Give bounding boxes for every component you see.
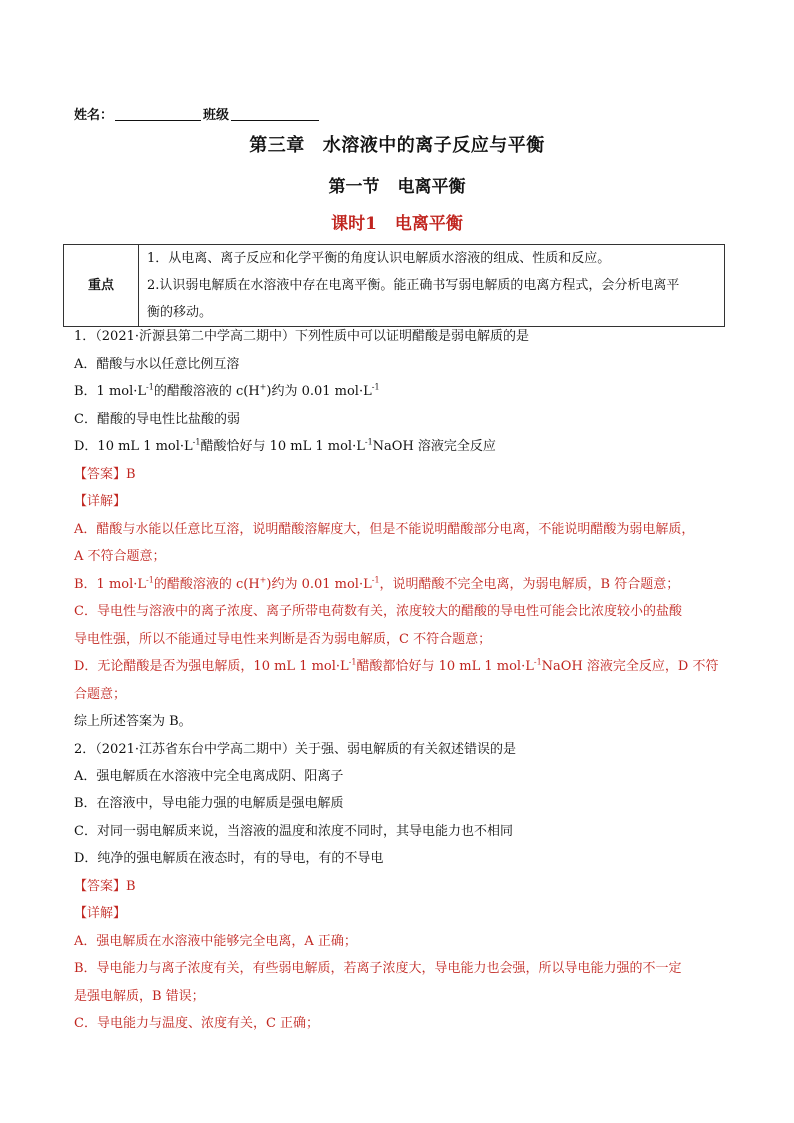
q2-answer: 【答案】B <box>74 879 136 894</box>
q2-option-b: B．在溶液中，导电能力强的电解质是强电解质 <box>74 796 344 811</box>
lesson-name: 电离平衡 <box>394 214 463 234</box>
q1-detail-label: 【详解】 <box>74 494 127 509</box>
q1-option-b: B．1 $mol\cdot L^{-1}$的醋酸溶液的 c(H+)约为 0.01 $mol\cdot L^{-1}$ <box>74 382 380 399</box>
q2-exp-b-line1: B．导电能力与离子浓度有关，有些弱电解质，若离子浓度大，导电能力也会强，所以导电能力强的不一定 <box>74 961 682 976</box>
chapter-number: 第三章 <box>249 135 305 156</box>
q1-answer: 【答案】B <box>74 467 136 482</box>
lesson-number: 课时1 <box>331 214 377 234</box>
chapter-title <box>0 131 794 157</box>
q2-exp-c: C．导电能力与温度、浓度有关，C 正确； <box>74 1016 320 1031</box>
q1-option-a: A．醋酸与水以任意比例互溶 <box>74 357 240 372</box>
q1-option-c: C．醋酸的导电性比盐酸的弱 <box>74 412 240 427</box>
q2-option-d: D．纯净的强电解质在液态时，有的导电，有的不导电 <box>74 851 384 866</box>
q2-option-c: C．对同一弱电解质来说，当溶液的温度和浓度不同时，其导电能力也不相同 <box>74 824 513 839</box>
q1-summary: 综上所述答案为 B。 <box>74 714 192 729</box>
section-number: 第一节 <box>328 177 380 197</box>
q1-exp-a-line1: A．醋酸与水能以任意比互溶，说明醋酸溶解度大，但是不能说明醋酸部分电离，不能说明醋酸为弱电解质， <box>74 522 695 537</box>
section-title <box>0 172 794 197</box>
key-points-content <box>139 245 725 327</box>
q1-exp-d-line1: D．无论醋酸是否为强电解质，10 mL 1 $mol\cdot L^{-1}$醋酸都恰好与 10 mL 1 $mol\cdot L^{-1}NaOH$ 溶液完全反应，D 不符 <box>74 657 719 674</box>
class-label: 班级 <box>203 108 230 123</box>
q1-exp-d-line2: 合题意； <box>74 687 127 702</box>
key-points-table <box>63 244 725 327</box>
section-name: 电离平衡 <box>397 177 466 197</box>
q1-exp-b: B．1 $mol\cdot L^{-1}$的醋酸溶液的 c(H+)约为 0.01 $mol\cdot L^{-1}$，说明醋酸不完全电离，为弱电解质，B 符合题意； <box>74 575 680 592</box>
chapter-name: 水溶液中的离子反应与平衡 <box>322 135 545 156</box>
q2-stem: 2．（2021·江苏省东台中学高二期中）关于强、弱电解质的有关叙述错误的是 <box>74 742 516 757</box>
q1-exp-c-line2: 导电性强，所以不能通过导电性来判断是否为弱电解质，C 不符合题意； <box>74 632 492 647</box>
student-info-line <box>74 104 319 123</box>
lesson-title <box>0 209 794 234</box>
key-point-1: 1．从电离、离子反应和化学平衡的角度认识电解质水溶液的组成、性质和反应。 <box>147 251 611 266</box>
key-points-label: 重点 <box>64 245 139 327</box>
q1-exp-c-line1: C．导电性与溶液中的离子浓度、离子所带电荷数有关，浓度较大的醋酸的导电性可能会比浓度较小的盐酸 <box>74 604 682 619</box>
q2-exp-b-line2: 是强电解质，B 错误； <box>74 989 205 1004</box>
class-blank[interactable] <box>231 109 319 121</box>
key-point-2-line2: 衡的移动。 <box>147 305 213 320</box>
q1-stem: 1．（2021·沂源县第二中学高二期中）下列性质中可以证明醋酸是弱电解质的是 <box>74 329 529 344</box>
key-point-2-line1: 2.认识弱电解质在水溶液中存在电离平衡。能正确书写弱电解质的电离方程式，会分析电离平 <box>147 278 680 293</box>
q1-exp-a-line2: A 不符合题意； <box>74 549 166 564</box>
q1-option-d: D．10 mL 1 $mol\cdot L^{-1}$醋酸恰好与 10 mL 1 $mol\cdot L^{-1}NaOH$ 溶液完全反应 <box>74 437 496 454</box>
q2-detail-label: 【详解】 <box>74 906 127 921</box>
q2-exp-a: A．强电解质在水溶液中能够完全电离，A 正确； <box>74 934 357 949</box>
name-blank[interactable] <box>115 109 201 121</box>
q2-option-a: A．强电解质在水溶液中完全电离成阴、阳离子 <box>74 769 344 784</box>
name-label: 姓名： <box>74 108 114 123</box>
